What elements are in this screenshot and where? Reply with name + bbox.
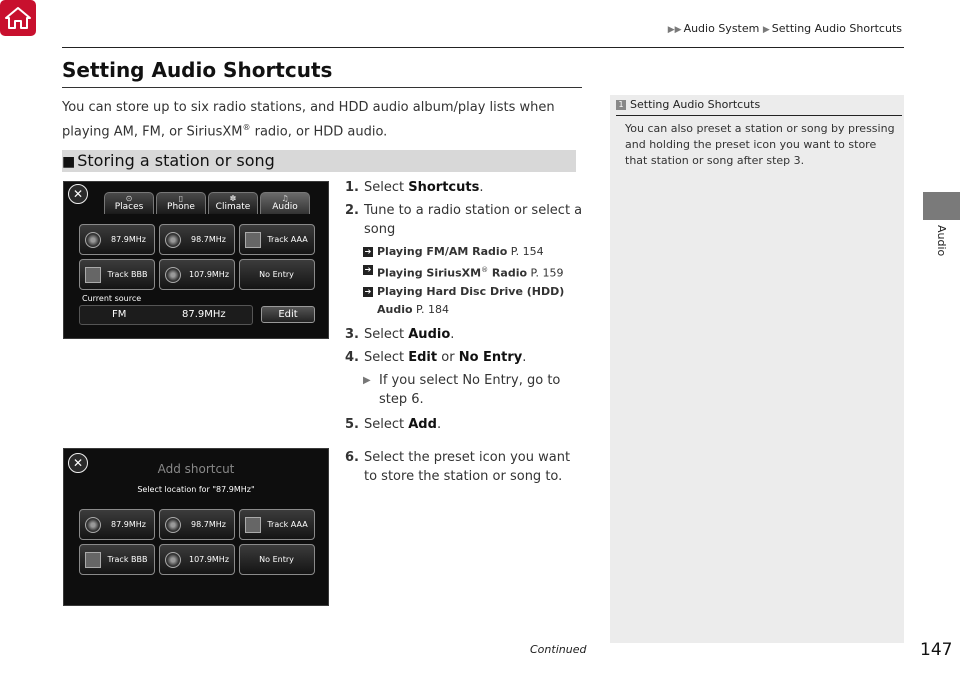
radio-icon — [165, 267, 181, 283]
edit-button[interactable]: Edit — [261, 306, 315, 323]
preset-label: 87.9MHz — [111, 235, 146, 244]
close-icon[interactable]: ✕ — [68, 184, 88, 204]
radio-icon — [165, 552, 181, 568]
cross-reference-link[interactable]: ➔ Playing SiriusXM® Radio P. 159 — [364, 265, 564, 280]
reference-arrow-icon: ➔ — [364, 265, 372, 274]
sidebar-text: You can also preset a station or song by pressing and holding the preset icon you want to store that station or song after step 3. — [625, 122, 895, 167]
radio-icon — [165, 232, 181, 248]
tab-label: Places — [114, 202, 144, 212]
intro-paragraph — [62, 98, 587, 142]
climate-icon: ✽ — [229, 194, 237, 203]
step-text: Tune to a radio station or select a song — [364, 203, 583, 237]
page-title: Setting Audio Shortcuts — [62, 58, 333, 82]
section-header — [62, 150, 576, 172]
current-source-label: Current source — [82, 294, 142, 303]
preset-label: Track BBB — [107, 270, 148, 279]
source-band: FM — [112, 309, 127, 320]
step-text: Select Audio. — [364, 326, 455, 342]
radio-icon — [85, 232, 101, 248]
note-number-icon: 1 — [616, 100, 626, 110]
section-square-icon: ■ — [62, 154, 76, 170]
add-shortcut-subtitle: Select location for "87.9MHz" — [137, 485, 255, 494]
preset-button-4[interactable] — [79, 544, 155, 575]
reference-arrow-icon: ➔ — [364, 286, 372, 296]
preset-button-6[interactable] — [239, 259, 315, 290]
step-number: 3. — [345, 326, 359, 342]
preset-button-5[interactable] — [159, 544, 235, 575]
preset-button-3[interactable] — [239, 509, 315, 540]
tab-label: Phone — [167, 202, 195, 212]
intro-text-end: radio, or HDD audio. — [250, 124, 388, 140]
tab-climate[interactable] — [208, 192, 258, 214]
tab-label: Climate — [215, 202, 251, 212]
step-text: Select Shortcuts. — [364, 180, 484, 195]
tab-places[interactable] — [104, 192, 154, 214]
sidebar-heading — [616, 98, 760, 111]
step-4-result — [363, 371, 585, 409]
preset-button-2[interactable] — [159, 509, 235, 540]
step-text: Select Edit or No Entry. — [364, 349, 527, 365]
sidebar-rule — [616, 115, 902, 116]
preset-label: 98.7MHz — [191, 520, 226, 529]
side-tab-label: Audio — [935, 225, 948, 257]
result-arrow-icon: ▶ — [363, 374, 371, 386]
radio-icon — [165, 517, 181, 533]
registered-mark: ® — [242, 123, 251, 132]
breadcrumb-item[interactable]: Setting Audio Shortcuts — [771, 22, 902, 35]
preset-button-6[interactable] — [239, 544, 315, 575]
breadcrumb-item[interactable]: Audio System — [683, 22, 760, 35]
section-title: Storing a station or song — [77, 151, 275, 170]
sidebar-heading-text: Setting Audio Shortcuts — [630, 98, 761, 111]
preset-button-3[interactable] — [239, 224, 315, 255]
add-shortcut-title: Add shortcut — [157, 462, 235, 476]
reference-arrow-icon: ➔ — [364, 247, 372, 256]
preset-button-2[interactable] — [159, 224, 235, 255]
preset-button-4[interactable] — [79, 259, 155, 290]
step-5 — [345, 415, 585, 434]
step-number: 1. — [345, 180, 359, 195]
step-text: Select the preset icon you want to store the station or song to. — [364, 449, 571, 484]
step-number: 6. — [345, 449, 359, 465]
cross-reference-link[interactable]: ➔ Playing Hard Disc Drive (HDD) Audio P. 184 — [364, 284, 565, 316]
cross-references — [363, 243, 585, 319]
title-rule — [62, 87, 582, 88]
breadcrumb-arrow-icon: ▶ — [762, 25, 770, 35]
preset-label: No Entry — [259, 555, 294, 564]
step-1 — [345, 178, 585, 197]
breadcrumb-arrow-icon: ▶▶ — [667, 25, 682, 35]
preset-label: No Entry — [259, 270, 294, 279]
sidebar-note-panel — [610, 95, 904, 643]
step-3 — [345, 325, 585, 344]
preset-label: 87.9MHz — [111, 520, 146, 529]
preset-label: 107.9MHz — [189, 555, 230, 564]
tab-label: Audio — [272, 202, 298, 212]
preset-label: Track BBB — [107, 555, 148, 564]
step-4 — [345, 348, 585, 367]
current-source-bar — [79, 305, 253, 325]
preset-label: 98.7MHz — [191, 235, 226, 244]
disc-icon — [245, 517, 261, 533]
phone-icon: ▯ — [178, 194, 184, 203]
home-icon — [5, 6, 31, 30]
cross-reference-link[interactable]: ➔ Playing FM/AM Radio P. 154 — [364, 245, 544, 258]
header-rule — [62, 47, 904, 48]
radio-icon — [85, 517, 101, 533]
home-button[interactable] — [0, 0, 36, 36]
tab-phone[interactable] — [156, 192, 206, 214]
audio-icon: ♫ — [281, 194, 289, 203]
breadcrumb — [668, 22, 902, 35]
places-icon: ⊙ — [125, 194, 133, 203]
tab-audio[interactable] — [260, 192, 310, 214]
step-2 — [345, 201, 585, 239]
page-number: 147 — [920, 640, 953, 660]
add-shortcut-screen — [63, 448, 329, 606]
continued-label: Continued — [530, 643, 587, 656]
disc-icon — [245, 232, 261, 248]
disc-icon — [85, 267, 101, 283]
intro-text: You can store up to six radio stations, and HDD audio album/play lists when playing AM, FM, or SiriusXM — [62, 100, 555, 140]
preset-button-1[interactable] — [79, 224, 155, 255]
preset-label: 107.9MHz — [189, 270, 230, 279]
close-icon[interactable]: ✕ — [68, 453, 88, 473]
steps-list — [345, 178, 585, 490]
step-number: 5. — [345, 416, 359, 432]
audio-shortcuts-screen — [63, 181, 329, 339]
step-6 — [345, 448, 585, 486]
preset-button-5[interactable] — [159, 259, 235, 290]
preset-label: Track AAA — [267, 520, 308, 529]
disc-icon — [85, 552, 101, 568]
preset-button-1[interactable] — [79, 509, 155, 540]
step-number: 2. — [345, 203, 359, 218]
step-number: 4. — [345, 349, 359, 365]
result-text: If you select No Entry, go to step 6. — [379, 372, 561, 407]
side-tab-marker[interactable] — [923, 192, 960, 220]
step-text: Select Add. — [364, 416, 442, 432]
source-frequency: 87.9MHz — [182, 309, 226, 320]
preset-label: Track AAA — [267, 235, 308, 244]
